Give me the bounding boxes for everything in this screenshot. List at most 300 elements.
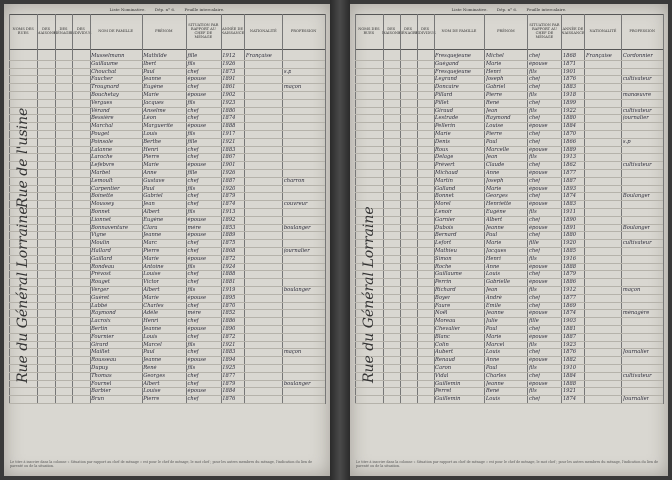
row-rule <box>355 192 663 193</box>
row-rule <box>355 263 663 264</box>
table-cell: Pellerin <box>435 123 456 130</box>
row-rule <box>355 216 663 217</box>
table-cell: Rondeau <box>91 263 115 270</box>
row-rule <box>9 263 325 264</box>
table-cell: 1876 <box>562 76 577 83</box>
row-rule <box>9 341 325 342</box>
table-cell: Mathilde <box>143 53 167 59</box>
column-header-relation: SITUATION PAR RAPPORT AU CHEF DE MÉNAGE <box>527 14 561 50</box>
row-rule <box>355 325 663 326</box>
table-cell: Faucher <box>91 76 113 83</box>
table-cell: fils <box>528 68 537 75</box>
table-cell: Albert <box>143 209 160 215</box>
table-cell: Dupuy <box>91 365 109 371</box>
table-cell: 1883 <box>222 349 236 356</box>
table-cell: Doncaire <box>435 84 459 91</box>
table-cell: Paul <box>485 365 498 371</box>
table-cell: 1874 <box>562 193 577 200</box>
table-cell: épouse <box>528 60 548 67</box>
table-cell: 1910 <box>562 365 577 371</box>
table-cell: Pierre <box>143 248 160 254</box>
table-cell: Bessière <box>91 115 114 122</box>
row-rule <box>355 75 663 76</box>
table-cell: Girard <box>91 341 109 348</box>
census-page-right <box>350 4 668 476</box>
table-cell: Anne <box>485 170 500 176</box>
row-rule <box>355 348 663 349</box>
table-cell: 1875 <box>222 240 236 247</box>
table-cell: 1874 <box>562 310 577 317</box>
table-cell: chef <box>528 372 541 379</box>
street-name: Rue de l'usine <box>15 107 32 208</box>
table-cell: Pierre <box>485 92 503 98</box>
table-cell: 1877 <box>222 372 236 379</box>
table-cell: Blanc <box>435 333 450 340</box>
table-cell: Marguerite <box>143 123 174 130</box>
table-cell: journalier <box>622 115 649 122</box>
table-cell: couvreur <box>283 201 308 208</box>
table-cell: Aubert <box>435 349 454 356</box>
table-cell: Jeanne <box>485 224 504 231</box>
table-cell: mère <box>187 310 201 317</box>
table-cell: Pillet <box>435 99 449 106</box>
table-cell: Chevalier <box>435 326 461 332</box>
table-cell: Louis <box>143 333 158 340</box>
table-cell: épouse <box>528 224 548 231</box>
table-cell: 1872 <box>222 255 236 262</box>
table-cell: Jean <box>485 107 498 114</box>
row-rule <box>355 185 663 186</box>
table-cell: 1926 <box>222 170 236 176</box>
table-cell: fils <box>187 341 196 348</box>
page-fold <box>330 0 350 480</box>
table-cell: Musselmann <box>91 53 125 59</box>
table-cell: René <box>485 388 500 395</box>
column-rule <box>55 14 56 404</box>
table-cell: Paul <box>485 138 498 145</box>
row-rule <box>9 270 325 271</box>
table-cell: Hallard <box>91 248 111 254</box>
table-cell: Marcel <box>143 341 162 348</box>
table-cell: Marcel <box>485 341 505 348</box>
table-cell: Jean <box>143 201 155 208</box>
table-cell: chef <box>187 68 199 75</box>
table-cell: 1920 <box>222 185 236 192</box>
table-cell: 1880 <box>562 115 577 122</box>
table-cell: chef <box>187 318 199 325</box>
table-cell: fille <box>187 53 198 59</box>
table-cell: épouse <box>528 279 548 286</box>
column-rule <box>9 14 10 404</box>
row-rule <box>355 356 663 357</box>
table-cell: épouse <box>187 357 207 364</box>
table-cell: Marcelle <box>485 146 510 153</box>
table-cell: chef <box>528 131 541 137</box>
column-header-individus: DES INDIVIDUS <box>72 14 89 50</box>
table-cell: Michel <box>485 53 504 59</box>
table-cell: Albert <box>143 287 160 293</box>
table-cell: chef <box>187 115 199 122</box>
table-cell: 1926 <box>222 60 236 67</box>
table-cell: chef <box>528 84 541 91</box>
table-cell: Marc <box>143 240 158 247</box>
table-cell: 1923 <box>222 99 236 106</box>
table-cell: Faure <box>435 302 451 309</box>
table-cell: Eugène <box>143 216 164 223</box>
table-cell: Jeanne <box>143 357 162 364</box>
table-cell: chef <box>528 99 541 106</box>
table-cell: Boinette <box>91 193 114 200</box>
row-rule <box>9 333 325 334</box>
table-cell: Victor <box>143 279 160 286</box>
table-cell: chef <box>528 232 541 239</box>
table-cell: fils <box>187 287 196 293</box>
table-cell: chef <box>528 162 541 169</box>
table-cell: Bonnet <box>435 193 454 200</box>
table-cell: Joseph <box>485 76 504 83</box>
table-cell: Barbier <box>91 388 111 395</box>
table-cell: Adèle <box>143 310 159 317</box>
table-cell: Guégand <box>435 60 459 67</box>
row-rule <box>9 153 325 154</box>
table-cell: Gabriel <box>143 193 163 200</box>
table-cell: Louise <box>143 388 161 395</box>
table-cell: 1921 <box>222 138 236 145</box>
column-rule <box>383 14 384 404</box>
table-cell: 1886 <box>562 279 577 286</box>
table-cell: Verger <box>91 287 109 293</box>
table-cell: 1879 <box>222 193 236 200</box>
table-cell: Georges <box>143 372 166 379</box>
table-cell: Marie <box>485 240 502 247</box>
table-cell: 1877 <box>562 170 577 176</box>
table-cell: chef <box>187 248 199 254</box>
column-header-nom: NOM DE FAMILLE <box>434 14 485 50</box>
table-cell: fille <box>187 138 198 145</box>
table-cell: 1922 <box>562 107 577 114</box>
row-rule <box>9 114 325 115</box>
table-cell: 1868 <box>222 248 236 254</box>
table-cell: épouse <box>187 294 207 301</box>
row-rule <box>9 278 325 279</box>
column-rule <box>584 14 585 404</box>
table-cell: chef <box>187 380 199 387</box>
table-cell: Pierre <box>485 131 503 137</box>
table-cell: 1891 <box>562 224 577 231</box>
table-cell: 1886 <box>222 318 236 325</box>
table-cell: chef <box>528 216 541 223</box>
table-cell: 1884 <box>222 388 236 395</box>
row-rule <box>355 177 663 178</box>
table-cell: 1870 <box>222 302 236 309</box>
table-cell: Moreau <box>435 318 456 325</box>
row-rule <box>9 395 325 396</box>
table-cell: Legrand <box>435 76 458 83</box>
table-cell: 1924 <box>222 263 236 270</box>
column-rule <box>663 14 664 404</box>
row-rule <box>355 372 663 373</box>
table-cell: Louis <box>143 131 158 137</box>
table-cell: Henriette <box>485 201 512 208</box>
footnote-left: Le titre à inscrire dans la colonne « Situation par rapport au chef de ménage » est pour le chef de ménage, le mot chef ; pour les autres membres du ménage, l'indication du lien de parenté ou de la situation. <box>10 459 313 468</box>
row-rule <box>9 91 325 92</box>
table-cell: épouse <box>528 201 548 208</box>
column-header-nationalite: NATIONALITÉ <box>584 14 621 50</box>
column-header-profession: PROFESSION <box>621 14 663 50</box>
table-cell: Lalanne <box>91 146 113 153</box>
row-rule <box>355 387 663 388</box>
table-cell: Jeanne <box>143 232 162 239</box>
census-page-left <box>4 4 330 476</box>
row-rule <box>355 68 663 69</box>
table-cell: 1925 <box>222 365 236 371</box>
table-cell: Joseph <box>485 177 504 184</box>
table-cell: Bonnaventure <box>91 224 129 231</box>
row-rule <box>355 302 663 303</box>
table-cell: chef <box>187 372 199 379</box>
column-header-menages: DES MÉNAGES <box>55 14 72 50</box>
table-cell: Paul <box>143 185 155 192</box>
table-cell: Raymond <box>91 310 116 317</box>
table-cell: Lestrade <box>435 115 459 122</box>
table-cell: 1861 <box>222 84 236 91</box>
table-cell: chef <box>187 146 199 153</box>
table-cell: Jeanne <box>143 326 162 332</box>
table-cell: Gustave <box>143 177 165 184</box>
column-header-profession: PROFESSION <box>282 14 325 50</box>
table-cell: chef <box>187 349 199 356</box>
table-cell: Garnier <box>435 216 456 223</box>
table-cell: Julie <box>485 318 498 325</box>
table-cell: Richard <box>435 287 456 293</box>
table-cell: 1923 <box>562 341 577 348</box>
column-header-nationalite: NATIONALITÉ <box>244 14 282 50</box>
table-cell: Fresquejeune <box>435 68 472 75</box>
table-cell: Lenoir <box>435 209 453 215</box>
table-cell: cultivateur <box>622 76 652 83</box>
table-cell: boulanger <box>283 380 311 387</box>
table-cell: 1912 <box>562 287 577 293</box>
table-cell: cultivateur <box>622 107 652 114</box>
table-cell: Journalier <box>622 349 650 356</box>
row-rule <box>355 341 663 342</box>
table-cell: fils <box>187 365 196 371</box>
table-cell: fils <box>187 209 196 215</box>
table-cell: 1881 <box>562 326 577 332</box>
row-rule <box>9 169 325 170</box>
table-cell: Bouchetay <box>91 92 119 98</box>
table-cell: fils <box>528 365 537 371</box>
table-cell: Lefebvre <box>91 162 115 169</box>
table-cell: Guillemin <box>435 396 461 403</box>
column-rule <box>621 14 622 404</box>
column-rule <box>244 14 245 404</box>
column-header-annee: ANNÉE DE NAISSANCE <box>221 14 245 50</box>
table-cell: Guillemin <box>435 380 461 387</box>
table-cell: Louise <box>143 271 161 278</box>
table-cell: 1917 <box>222 131 236 137</box>
table-cell: 1888 <box>562 263 577 270</box>
column-rule <box>72 14 73 404</box>
table-cell: Fresquejeune <box>435 53 472 59</box>
table-cell: s.p <box>283 68 292 75</box>
table-cell: Maillet <box>91 349 110 356</box>
table-cell: Renaud <box>435 357 456 364</box>
table-cell: fils <box>528 287 537 293</box>
row-rule <box>9 309 325 310</box>
table-cell: boulanger <box>283 224 311 231</box>
row-rule <box>355 153 663 154</box>
table-cell: Paul <box>485 326 498 332</box>
table-cell: 1882 <box>562 357 577 364</box>
table-cell: 1884 <box>562 123 577 130</box>
table-cell: chef <box>187 279 199 286</box>
column-rule <box>417 14 418 404</box>
row-rule <box>355 309 663 310</box>
table-cell: journalier <box>283 248 310 254</box>
table-cell: épouse <box>528 123 548 130</box>
row-rule <box>9 286 325 287</box>
table-cell: chef <box>187 333 199 340</box>
table-cell: 1879 <box>222 380 236 387</box>
table-cell: mère <box>187 224 201 231</box>
table-cell: Laroche <box>91 154 113 161</box>
table-cell: épouse <box>187 123 207 130</box>
table-cell: 1889 <box>222 232 236 239</box>
table-cell: chef <box>528 248 541 254</box>
table-cell: 1873 <box>222 68 236 75</box>
row-rule <box>9 364 325 365</box>
table-cell: Morel <box>435 201 451 208</box>
table-cell: Galland <box>435 185 456 192</box>
table-cell: épouse <box>187 255 207 262</box>
table-cell: Moulin <box>91 240 110 247</box>
table-cell: Vidal <box>435 372 449 379</box>
table-cell: Anne <box>485 357 500 364</box>
column-header-relation: SITUATION PAR RAPPORT AU CHEF DE MÉNAGE <box>186 14 221 50</box>
column-header-individus: DES INDIVIDUS <box>417 14 434 50</box>
table-cell: chef <box>187 302 199 309</box>
table-cell: Gabrielle <box>485 279 511 286</box>
column-header-annee: ANNÉE DE NAISSANCE <box>561 14 584 50</box>
table-cell: 1893 <box>562 185 577 192</box>
table-cell: Jeanne <box>143 76 162 83</box>
table-cell: Henri <box>143 318 159 325</box>
table-cell: 1866 <box>562 138 577 145</box>
table-cell: Jeanne <box>485 380 504 387</box>
table-cell: 1877 <box>562 294 577 301</box>
table-cell: 1901 <box>222 162 236 169</box>
column-header-maisons: DES MAISONS <box>37 14 54 50</box>
table-cell: fils <box>187 185 196 192</box>
table-cell: cultivateur <box>622 240 652 247</box>
table-cell: Française <box>245 53 272 59</box>
table-cell: Lefort <box>435 240 452 247</box>
row-rule <box>355 161 663 162</box>
table-cell: épouse <box>528 357 548 364</box>
table-cell: fils <box>187 131 196 137</box>
row-rule <box>9 325 325 326</box>
table-cell: Prévost <box>91 271 111 278</box>
column-header-nom: NOM DE FAMILLE <box>90 14 142 50</box>
table-cell: chef <box>528 302 541 309</box>
row-rule <box>9 224 325 225</box>
table-cell: Charles <box>143 302 164 309</box>
table-cell: Marie <box>143 255 159 262</box>
table-cell: Simon <box>435 255 452 262</box>
table-cell: épouse <box>187 216 207 223</box>
row-rule <box>9 200 325 201</box>
table-cell: épouse <box>528 263 548 270</box>
table-cell: 1888 <box>222 271 236 278</box>
table-cell: Marie <box>143 162 159 169</box>
table-cell: Lionnet <box>91 216 112 223</box>
table-cell: fille <box>187 170 198 176</box>
table-cell: Moussey <box>91 201 115 208</box>
row-rule <box>355 395 663 396</box>
table-cell: André <box>485 294 502 301</box>
table-cell: Paul <box>143 349 155 356</box>
table-cell: 1867 <box>222 154 236 161</box>
table-cell: chef <box>187 271 199 278</box>
table-cell: 1853 <box>222 224 236 231</box>
table-cell: Pillard <box>435 92 453 98</box>
column-header-menages: DES MÉNAGES <box>400 14 417 50</box>
table-cell: Charles <box>485 372 507 379</box>
page-header-left: Liste Nominative. Dép. n° 6. Feuille intercalaire. <box>109 7 225 12</box>
table-cell: Française <box>585 53 612 59</box>
table-cell: Gabriel <box>485 84 506 91</box>
row-rule <box>9 247 325 248</box>
table-cell: Guillaume <box>91 60 118 67</box>
table-cell: Rousseau <box>91 357 117 364</box>
row-rule <box>9 372 325 373</box>
row-rule <box>9 60 325 61</box>
footnote-right: Le titre à inscrire dans la colonne « Situation par rapport au chef de ménage » est pour le chef de ménage, le mot chef ; pour les autres membres du ménage, l'indication du lien de parenté ou de la situation. <box>356 459 659 468</box>
page-header-right: Liste Nominative. Dép. n° 6. Feuille intercalaire. <box>451 7 567 12</box>
table-cell: fille <box>528 318 539 325</box>
table-cell: 1887 <box>562 177 577 184</box>
table-cell: Louis <box>485 349 501 356</box>
table-cell: Paul <box>485 232 498 239</box>
table-cell: cultivateur <box>622 372 652 379</box>
table-cell: s.p <box>622 138 631 145</box>
table-cell: 1913 <box>222 209 236 215</box>
table-cell: Eugène <box>143 84 164 91</box>
table-cell: 1919 <box>222 287 236 293</box>
table-cell: Bernard <box>435 232 457 239</box>
table-cell: fils <box>187 99 196 106</box>
table-cell: 1913 <box>562 154 577 161</box>
table-cell: chef <box>187 177 199 184</box>
table-cell: 1921 <box>562 388 577 395</box>
table-cell: fils <box>528 154 537 161</box>
row-rule <box>355 270 663 271</box>
street-name: Rue du Général Lorraine <box>360 206 377 383</box>
row-rule <box>9 239 325 240</box>
table-cell: Ibert <box>143 60 157 67</box>
table-cell: Boulanger <box>622 193 651 200</box>
table-cell: 1890 <box>222 326 236 332</box>
table-cell: Guéret <box>91 294 110 301</box>
table-cell: Jacques <box>485 248 507 254</box>
table-cell: 1885 <box>562 248 577 254</box>
column-header-prenom: PRÉNOM <box>484 14 527 50</box>
table-cell: Journalier <box>622 396 650 403</box>
table-cell: chef <box>187 154 199 161</box>
row-rule <box>9 177 325 178</box>
row-rule <box>355 122 663 123</box>
